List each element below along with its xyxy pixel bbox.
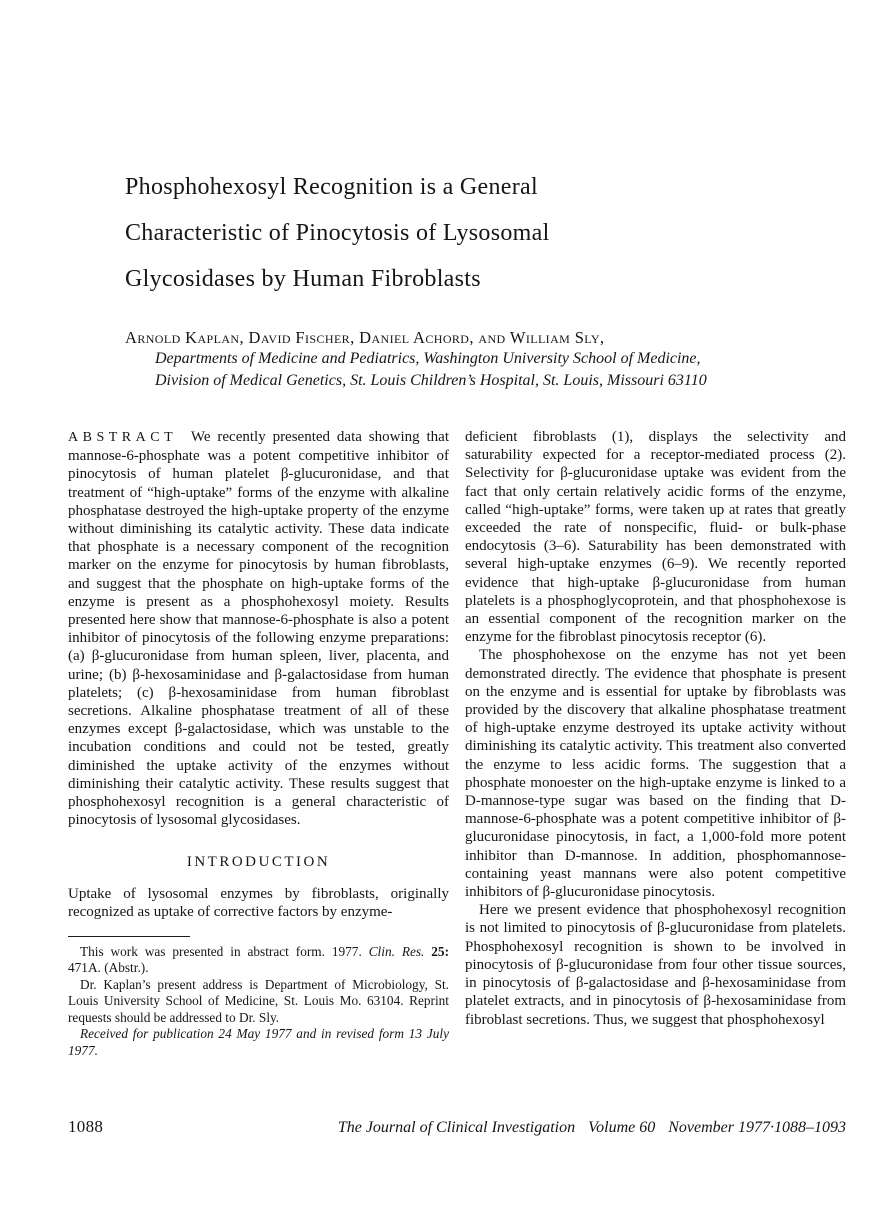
journal-citation-line: [338, 1119, 846, 1137]
footnote-abstract-citation: [68, 944, 449, 977]
left-column: [68, 428, 449, 1059]
journal-volume: Volume 60: [588, 1119, 656, 1136]
footnote-citation-journal: Clin. Res.: [368, 944, 432, 960]
journal-date-pages: November 1977·1088–1093: [668, 1119, 846, 1136]
footnote-citation-volume: 25:: [431, 944, 450, 960]
introduction-heading: INTRODUCTION: [186, 854, 331, 871]
body-paragraph-1: deficient fibroblasts (1), displays the selectivity and saturability expected for a receptor-mediated process (2). Selectivity for β-glucuronidase uptake was evident from the fact that only certain relatively acidic forms of the enzyme, called “high-uptake” forms, were taken up at rates that greatly exceeded the rate of nonspecific, fluid- or bulk-phase endocytosis (3–6). Saturability has been demonstrated with several high-uptake enzymes (6–9). We recently reported evidence that high-uptake β-glucuronidase from human platelets is a phosphoglycoprotein, and that phosphohexose is an essential component of the recognition marker on the enzyme for the fibroblast pinocytosis receptor (6).: [465, 429, 846, 646]
author-names: Arnold Kaplan, David Fischer, Daniel Achord, and William Sly,: [125, 328, 605, 347]
abstract-paragraph: [68, 428, 449, 829]
footnote-received-dates: Received for publication 24 May 1977 and in revised form 13 July 1977.: [68, 1026, 449, 1058]
footnote-separator-rule: [68, 936, 190, 937]
body-columns: [68, 428, 846, 1059]
right-column: [465, 428, 846, 1059]
footnote-citation-rest: 471A. (Abstr.).: [68, 960, 149, 976]
page-footer: [68, 1117, 846, 1137]
footnote-address: Dr. Kaplan’s present address is Department of Microbiology, St. Louis University School of Medicine, St. Louis Mo. 63104. Reprint requests should be addressed to Dr. Sly.: [68, 976, 449, 1025]
footnotes: [68, 944, 449, 1059]
article-title: [125, 164, 745, 302]
article-title-line-1: Phosphohexosyl Recognition is a General: [125, 174, 538, 200]
article-title-line-2: Characteristic of Pinocytosis of Lysosomal: [125, 220, 550, 246]
journal-name: The Journal of Clinical Investigation: [337, 1119, 576, 1136]
abstract-text: We recently presented data showing that mannose-6-phosphate was a potent competitive inhibitor of pinocytosis of human platelet β-glucuronidase, and that treatment of “high-uptake” forms of the enzyme with alkaline phosphatase destroyed the high-uptake property of the enzyme without diminishing its catalytic activity. These data indicate that phosphate is a necessary component of the recognition marker on the enzyme for pinocytosis by human fibroblasts, and suggest that the phosphate on high-uptake forms of the enzyme is present as a phosphohexosyl moiety. Results presented here show that mannose-6-phosphate is also a potent inhibitor of pinocytosis of the following enzyme preparations: (a) β-glucuronidase from human spleen, liver, placenta, and urine; (b) β-hexosaminidase and β-galactosidase from human platelets; (c) β-hexosaminidase from human fibroblast secretions. Alkaline phosphatase treatment of all of these enzymes except β-galactosidase, which was unstable to the incubation conditions and could not be tested, greatly diminished the uptake activity of the enzymes without diminishing their catalytic activity. These results suggest that phosphohexosyl recognition is a general characteristic of pinocytosis of lysosomal glycosidases.: [68, 429, 449, 829]
body-paragraph-3: Here we present evidence that phosphohexosyl recognition is not limited to pinocytosis of β-glucuronidase from platelets. Phosphohexosyl recognition is shown to be involved in pinocytosis of β-glucuronidase from four other tissue sources, in pinocytosis of β-galactosidase and β-hexosaminidase from platelet extracts, and in pinocytosis of β-hexosaminidase from fibroblast secretions. Thus, we suggest that phosphohexosyl: [465, 902, 846, 1028]
byline: [125, 327, 765, 391]
article-title-line-3: Glycosidases by Human Fibroblasts: [125, 266, 481, 292]
body-paragraph-2: The phosphohexose on the enzyme has not yet been demonstrated directly. The evidence that phosphate is present on the enzyme and is essential for uptake by fibroblasts was provided by the discovery that alkaline phosphatase treatment of high-uptake enzyme destroyed its uptake activity without diminishing its catalytic activity. This treatment also converted the enzyme to less acidic forms. The suggestion that a phosphate monoester on the high-uptake enzyme is linked to a D-mannose-type sugar was based on the finding that D-mannose-6-phosphate was a potent competitive inhibitor of β-glucuronidase pinocytosis, in fact, a 1,000-fold more potent inhibitor than D-mannose. In addition, phosphomannose-containing yeast mannans were also potent competitive inhibitors of β-glucuronidase pinocytosis.: [465, 647, 846, 901]
page-number: 1088: [68, 1117, 104, 1136]
footnote-citation-text: This work was presented in abstract form. 1977.: [80, 944, 369, 960]
author-affiliation: Departments of Medicine and Pediatrics, Washington University School of Medicine, Division of Medical Genetics, St. Louis Children’s Hospital, St. Louis, Missouri 63110: [155, 350, 707, 389]
introduction-paragraph: Uptake of lysosomal enzymes by fibroblasts, originally recognized as uptake of corrective factors by enzyme-: [68, 885, 449, 920]
abstract-label: ABSTRACT: [68, 430, 178, 445]
